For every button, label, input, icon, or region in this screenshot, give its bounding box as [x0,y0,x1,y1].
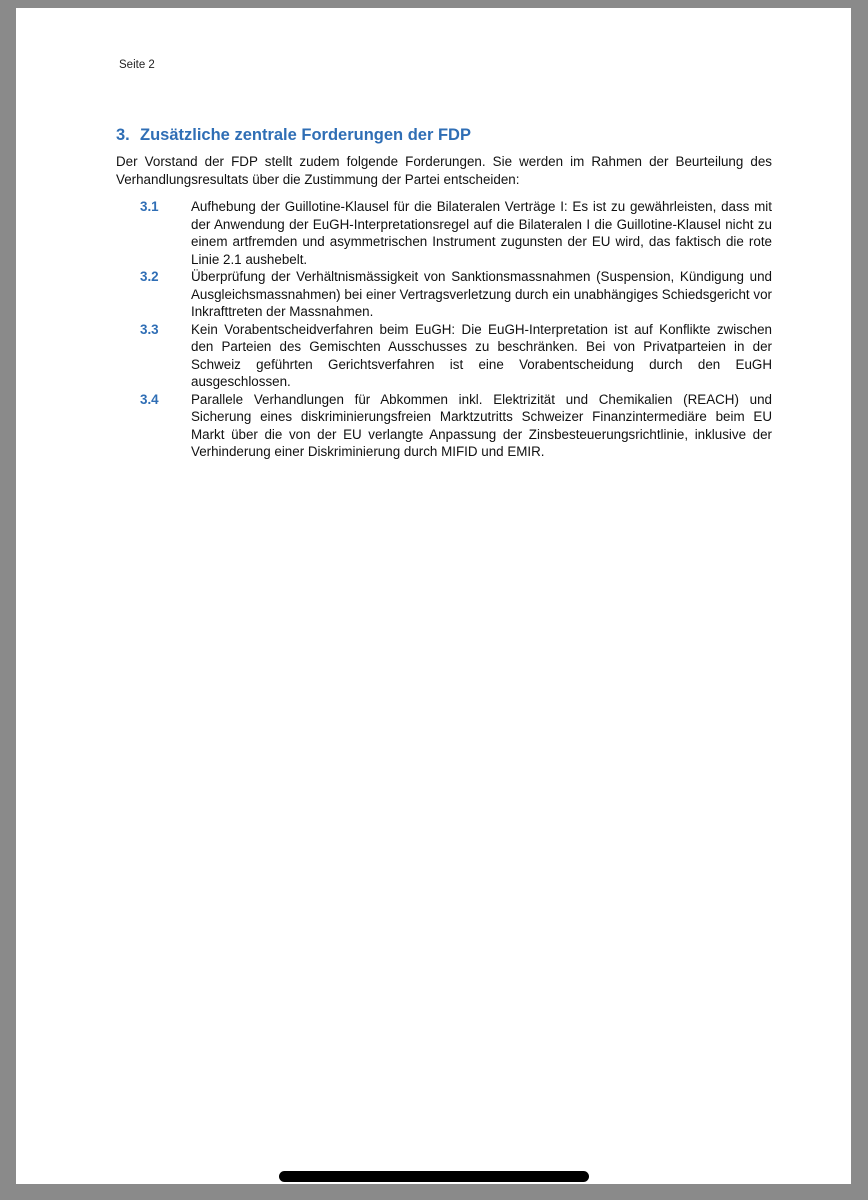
section-title: Zusätzliche zentrale Forderungen der FDP [140,126,471,144]
requirement-text: Kein Vorabentscheidverfahren beim EuGH: Die EuGH-Interpretation ist auf Konflikte zwischen den Parteien des Gemischten Ausschusses zu beschränken. Bei von Privatparteien in der Schweiz geführten Gerichtsverfahren ist eine Vorabentscheidung durch den EuGH ausgeschlossen. [191,321,772,389]
requirement-item [116,198,772,268]
requirement-item [116,321,772,391]
requirement-number: 3.4 [140,391,159,407]
section-number: 3. [116,126,130,144]
section-heading [116,126,471,145]
requirement-text: Überprüfung der Verhältnismässigkeit von Sanktionsmassnahmen (Suspension, Kündigung und Ausgleichsmassnahmen) bei einer Vertragsverletzung durch ein unabhängiges Schiedsgericht vor Inkrafttreten der Massnahmen. [191,269,772,319]
requirement-text: Aufhebung der Guillotine-Klausel für die Bilateralen Verträge I: Es ist zu gewährleisten, dass mit der Anwendung der EuGH-Interpretationsregel auf die Bilateralen I die Guillotine-Klausel nicht zu einem artfremden und asymmetrischen Instrument zugunsten der EU wird, das faktisch die rote Linie 2.1 aushebelt. [191,199,772,267]
home-indicator-bar[interactable] [279,1171,589,1182]
requirement-number: 3.3 [140,321,159,337]
page-number-label: Seite 2 [119,59,155,71]
document-page [16,8,851,1184]
requirement-number: 3.2 [140,269,159,284]
requirement-number: 3.1 [140,199,159,214]
requirement-item [116,268,772,321]
requirement-item [116,391,772,461]
section-intro: Der Vorstand der FDP stellt zudem folgende Forderungen. Sie werden im Rahmen der Beurteilung des Verhandlungsresultats über die Zustimmung der Partei entscheiden: [116,154,772,187]
requirement-text: Parallele Verhandlungen für Abkommen inkl. Elektrizität und Chemikalien (REACH) und Sicherung eines diskriminierungsfreien Marktzutritts Schweizer Finanzintermediäre beim EU Markt über die von der EU verlangte Anpassung der Zinsbesteuerungsrichtlinie, inklusive der Verhinderung einer Diskriminierung durch MIFID und EMIR. [191,391,772,459]
requirements-list [116,198,772,461]
